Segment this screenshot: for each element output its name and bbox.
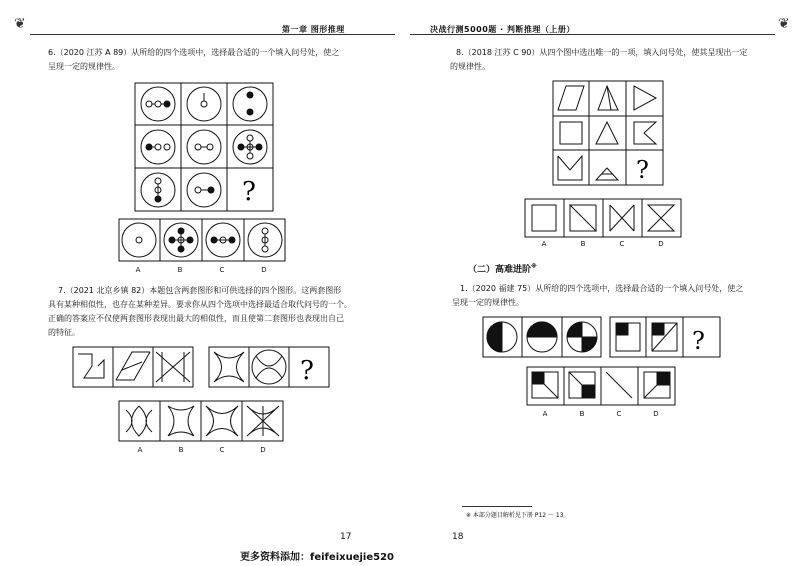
- q8-question-mark: ?: [636, 156, 649, 184]
- q6-options: [118, 218, 286, 262]
- q6-option-label-d: D: [261, 266, 267, 274]
- q7-text-4: 的特征。: [48, 328, 80, 337]
- q7-option-label-a: A: [137, 446, 143, 454]
- q8-option-label-c: C: [619, 240, 625, 248]
- q8-grid: [552, 80, 664, 186]
- q1-text-2: 呈现一定的规律性。: [452, 298, 524, 307]
- right-page: [400, 0, 800, 566]
- q1-option-label-c: C: [616, 410, 622, 418]
- q6-text-2: 呈现一定的规律性。: [48, 62, 120, 71]
- q1-option-label-b: B: [579, 410, 585, 418]
- page-number-right: 18: [452, 532, 464, 542]
- q1-option-label-a: A: [542, 410, 548, 418]
- header-title-left: 第一章 图形推理: [282, 25, 345, 34]
- q6-option-label-a: A: [135, 266, 141, 274]
- q8-text: 8.（2018 江苏 C 90）从四个图中选出唯一的一项，填入问号处，使其呈现出一定: [456, 48, 748, 57]
- q7-text-3: 正确的答案应不仅使两套图形表现出最大的相似性，而且使第二套图形也表现出自己: [48, 314, 344, 323]
- q6-option-label-b: B: [177, 266, 183, 274]
- footnote: ※ 本部分题目解析见下册 P12 ～ 13。: [466, 512, 570, 519]
- q8-text-2: 的规律性。: [450, 62, 490, 71]
- q8-option-label-b: B: [580, 240, 586, 248]
- ornament-icon: ❦: [778, 16, 790, 32]
- footer-contact: 更多资料添加：feifeixuejie520: [240, 552, 394, 563]
- q6-question-mark: ?: [242, 177, 256, 207]
- q7-option-label-d: D: [260, 446, 266, 454]
- q6-grid: [134, 82, 274, 212]
- q8-option-label-d: D: [658, 240, 664, 248]
- q7-option-label-c: C: [219, 446, 225, 454]
- q8-options: [524, 198, 682, 238]
- header-title-right: 决战行测5000题 · 判断推理（上册）: [430, 25, 575, 34]
- q1-options: [526, 366, 676, 406]
- section-title-text: （二）高难进阶: [468, 265, 532, 275]
- q1-question-mark: ?: [692, 327, 705, 355]
- section-mark: ※: [531, 263, 537, 270]
- q7-text-2: 具有某种相似性，也存在某种差异。要求你从四个选项中选择最适合取代问号的一个。: [48, 300, 352, 309]
- q7-option-label-b: B: [178, 446, 184, 454]
- q6-option-label-c: C: [219, 266, 225, 274]
- footnote-rule: [462, 506, 532, 507]
- page-number-left: 17: [340, 532, 352, 542]
- ornament-icon: ❦: [14, 16, 26, 32]
- q7-options: [118, 400, 284, 442]
- section-title: [468, 262, 537, 275]
- q1-sequence: [482, 316, 722, 358]
- q1-option-label-d: D: [653, 410, 659, 418]
- q8-option-label-a: A: [541, 240, 547, 248]
- q7-text: 7.（2021 北京乡镇 82）本题包含两套图形和可供选择的四个图形。这两套图形: [58, 286, 342, 295]
- q1-text: 1.（2020 福建 75）从所给的四个选项中，选择最合适的一个填入问号处，使之: [460, 284, 744, 293]
- q7-set-2: [208, 346, 330, 388]
- q6-text: 6.（2020 江苏 A 89）从所给的四个选项中，选择最合适的一个填入问号处，使之: [48, 48, 340, 57]
- q7-question-mark: ?: [300, 356, 314, 386]
- q7-set-1: [72, 346, 194, 388]
